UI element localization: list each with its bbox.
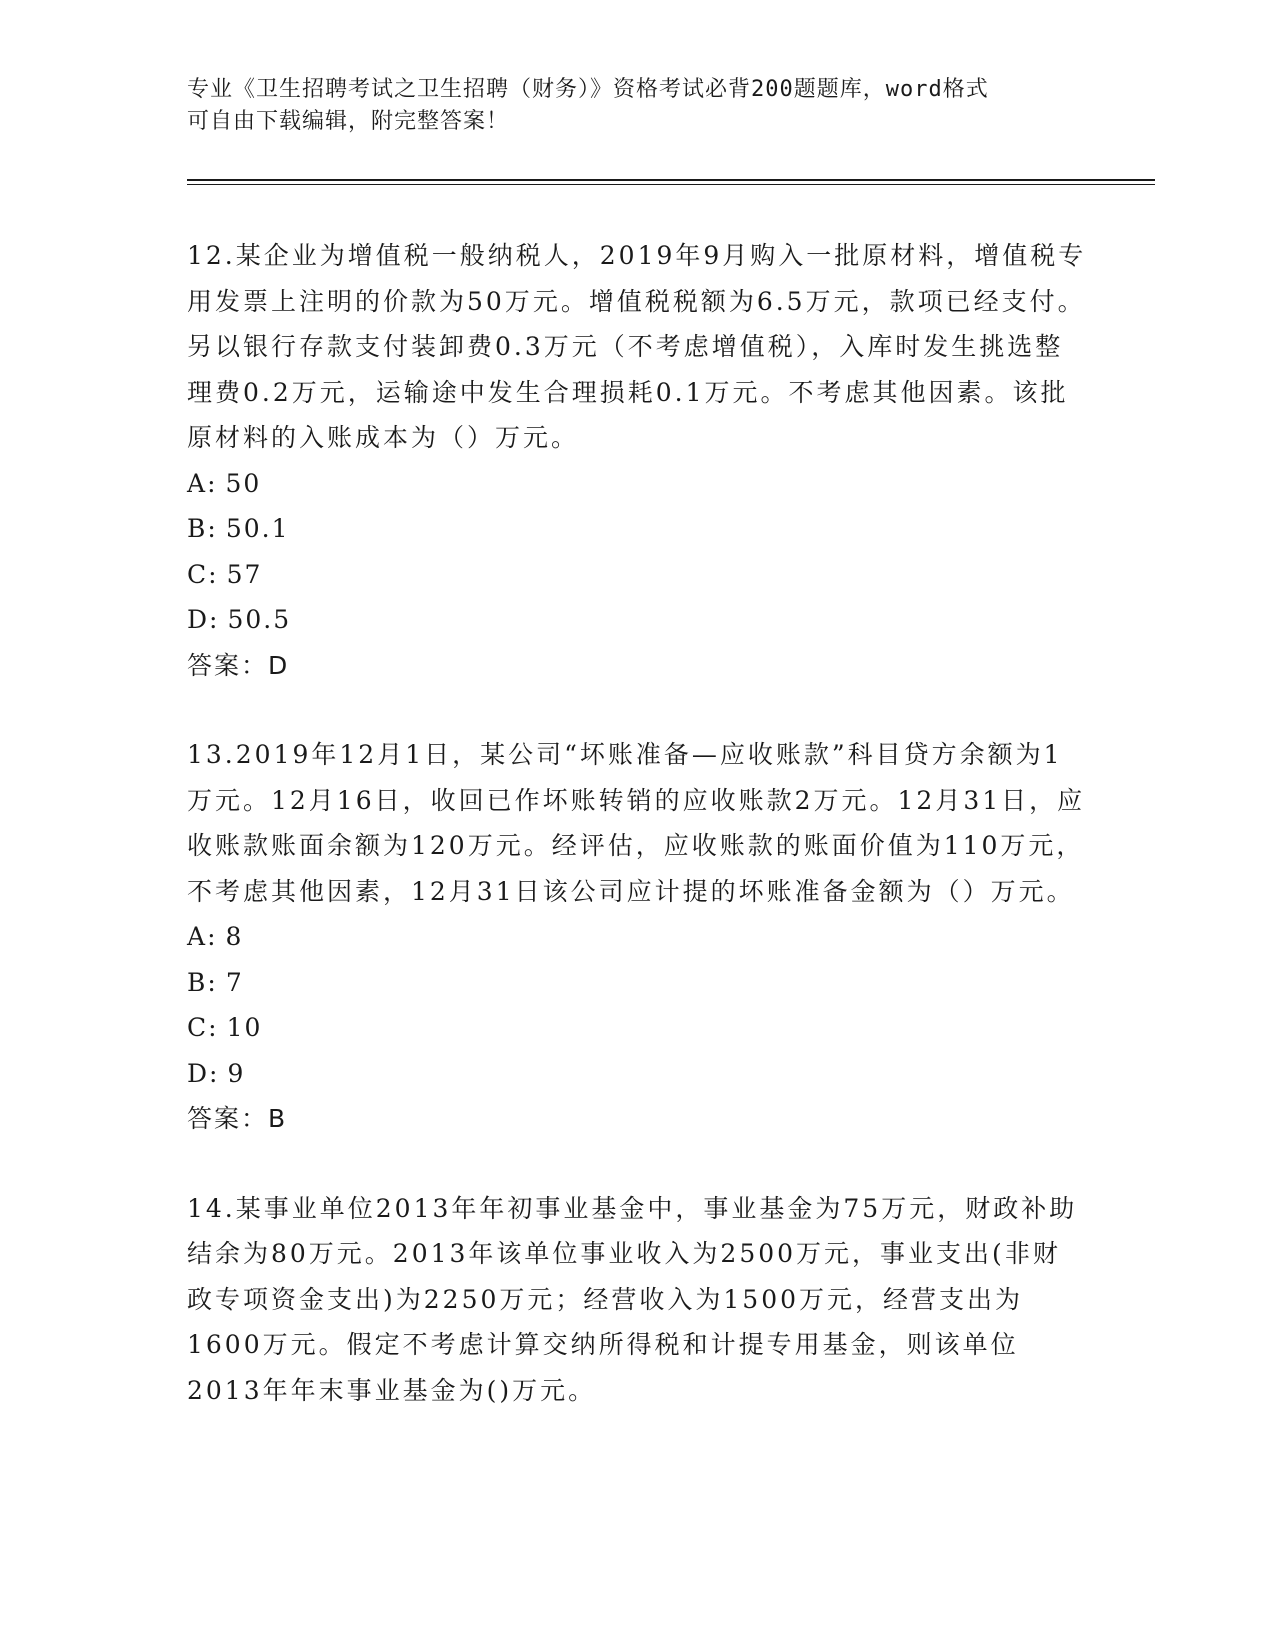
header-line-1: 专业《卫生招聘考试之卫生招聘（财务）》资格考试必背200题题库，word格式 xyxy=(187,77,989,102)
answer-line: 答案：D xyxy=(187,650,290,680)
question-13 xyxy=(187,732,1087,1142)
option-separator: : xyxy=(209,605,220,634)
option-c xyxy=(187,1005,1087,1051)
option-b xyxy=(187,506,1087,552)
option-separator: : xyxy=(209,1058,220,1088)
question-text: 12.某企业为增值税一般纳税人，2019年9月购入一批原材料，增值税专用发票上注明的价款为50万元。增值税税额为6.5万元，款项已经支付。另以银行存款支付装卸费0.3万元（不考虑增值税），入库时发生挑选整理费0.2万元，运输途中发生合理损耗0.1万元。不考虑其他因素。该批原材料的入账成本为（）万元。 xyxy=(187,241,1087,452)
option-key: B xyxy=(187,514,208,543)
option-value: 50.5 xyxy=(227,605,292,634)
header-line-2: 可自由下载编辑，附完整答案！ xyxy=(187,109,510,134)
option-key: A xyxy=(187,468,208,498)
option-key: D xyxy=(187,605,210,634)
question-14 xyxy=(187,1186,1087,1414)
document-header xyxy=(187,74,1087,138)
option-key: C xyxy=(187,1013,209,1042)
answer-line: 答案：B xyxy=(187,1104,288,1133)
option-c xyxy=(187,552,1087,598)
option-b xyxy=(187,960,1087,1006)
option-separator: : xyxy=(208,1013,219,1042)
option-key: D xyxy=(187,1058,210,1088)
option-key: C xyxy=(187,559,209,589)
question-list xyxy=(187,233,1087,1457)
option-value: 50 xyxy=(225,468,262,498)
question-text: 13.2019年12月1日，某公司“坏账准备—应收账款”科目贷方余额为1万元。12月16日，收回已作坏账转销的应收账款2万元。12月31日，应收账款账面余额为120万元。经评估，应收账款的账面价值为110万元，不考虑其他因素，12月31日该公司应计提的坏账准备金额为（）万元。 xyxy=(187,740,1086,906)
option-value: 57 xyxy=(226,559,263,589)
option-a xyxy=(187,914,1087,960)
option-separator: : xyxy=(207,967,218,997)
option-separator: : xyxy=(207,514,218,543)
question-text: 14.某事业单位2013年年初事业基金中，事业基金为75万元，财政补助结余为80万元。2013年该单位事业收入为2500万元，事业支出(非财政专项资金支出)为2250万元；经营收入为1500万元，经营支出为1600万元。假定不考虑计算交纳所得税和计提专用基金，则该单位2013年年末事业基金为()万元。 xyxy=(187,1193,1078,1405)
option-separator: : xyxy=(207,922,218,951)
option-a xyxy=(187,461,1087,507)
option-d xyxy=(187,597,1087,643)
option-value: 8 xyxy=(225,922,244,951)
option-value: 7 xyxy=(225,967,244,997)
option-value: 9 xyxy=(227,1058,246,1088)
question-12 xyxy=(187,233,1087,688)
option-key: B xyxy=(187,967,208,997)
option-value: 50.1 xyxy=(225,514,290,543)
option-separator: : xyxy=(208,559,219,589)
header-divider-thick xyxy=(187,179,1155,181)
option-value: 10 xyxy=(226,1013,263,1042)
option-key: A xyxy=(187,922,208,951)
option-d xyxy=(187,1051,1087,1097)
option-separator: : xyxy=(207,468,218,498)
header-divider-thin xyxy=(187,184,1155,185)
